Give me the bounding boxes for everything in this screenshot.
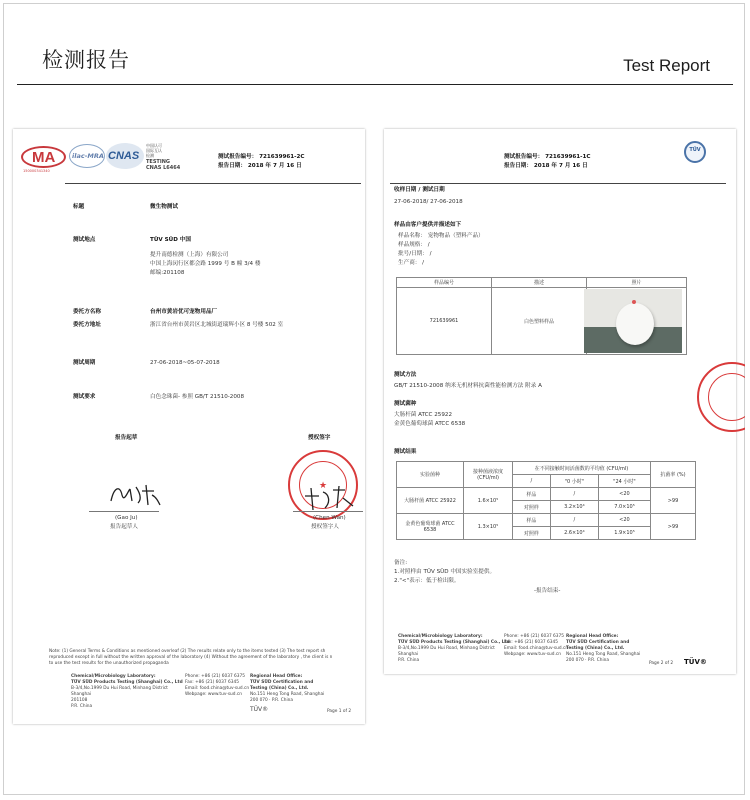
label-requirement: 测试要求 <box>73 394 96 400</box>
remark-line: 备注: <box>394 560 408 566</box>
footer-lab: TÜV SÜD Products Testing (Shanghai) Co., Ltd <box>398 640 510 645</box>
table-header: 样品编号 <box>397 278 492 288</box>
footer-office: Regional Head Office: <box>250 674 303 679</box>
footer-phone: Webpage: www.tuv-sud.cn <box>504 652 561 657</box>
sign-line <box>293 511 363 512</box>
table-cell: / <box>550 488 598 501</box>
table-cell: 1.6×10⁵ <box>464 488 513 514</box>
cma-number: 150000341340 <box>23 169 50 173</box>
table-cell: 对照样 <box>513 527 551 540</box>
table-cell: 样品 <box>513 514 551 527</box>
footer-lab: Chemical/Microbiology Laboratory: <box>71 674 156 679</box>
accred-line: TESTING <box>146 159 170 165</box>
sample-field: 样品名称： 宠物物品（塑料产品） <box>398 233 484 239</box>
table-cell: 大肠杆菌 ATCC 25922 <box>397 488 464 514</box>
sign-left-name: (Gao Ju) <box>115 515 138 521</box>
report-page-1 <box>13 129 365 724</box>
footer-office: Testing (China) Co., Ltd. <box>566 646 625 651</box>
accred-line: CNAS L6464 <box>146 165 181 171</box>
table-cell: >99 <box>651 488 696 514</box>
tuv-mark: TÜV® <box>250 706 269 713</box>
note-line: Note: (1) General Terms & Conditions as mentioned overleaf (2) The results relate only to the items tested (3) The test report sh <box>49 649 326 654</box>
footer-lab: B-3/4,No.1999 Du Hui Road, Minhang District <box>398 646 495 651</box>
accred-line: 中国认可 <box>146 143 162 148</box>
page-title-en: Test Report <box>623 56 710 75</box>
sign-left-title: 报告起草 <box>115 435 138 441</box>
lab-address-line: 中国上海闵行区都会路 1999 号 B 幢 3/4 楼 <box>150 261 261 267</box>
header-divider <box>17 84 733 85</box>
footer-office: TÜV SÜD Certification and <box>566 640 630 645</box>
report-number: 测试报告编号： 721639961-2C <box>218 154 305 160</box>
divider <box>65 183 361 184</box>
lab-address-line: 提升南德检测（上海）有限公司 <box>150 252 229 258</box>
footer-phone: Email: food.china@tuv-sud.cn <box>185 686 250 691</box>
lab-address-line: 邮编:201108 <box>150 270 185 276</box>
footer-phone: Fax: +86 (21) 6037 6345 <box>504 640 558 645</box>
label-client-addr: 委托方地址 <box>73 322 101 328</box>
sample-field: 生产商： / <box>398 260 425 266</box>
method-title: 测试方法 <box>394 372 417 378</box>
page-number: Page 1 of 2 <box>327 709 352 714</box>
table-header: 抗菌率 (%) <box>651 462 696 488</box>
report-page-2 <box>384 129 736 674</box>
footer-phone: Fax: +86 (21) 6037 6345 <box>185 680 239 685</box>
table-cell: <20 <box>598 514 650 527</box>
footer-phone: Phone: +86 (21) 6037 6375 <box>504 634 564 639</box>
footer-office: TÜV SÜD Certification and <box>250 680 314 685</box>
strain-title: 测试菌种 <box>394 401 417 407</box>
sample-title: 样品由客户提供并描述如下 <box>394 222 462 228</box>
table-cell: 7.0×10⁵ <box>598 501 650 514</box>
table-cell: / <box>550 514 598 527</box>
table-header: "0 小时" <box>550 475 598 488</box>
report-number: 测试报告编号： 721639961-1C <box>504 154 591 160</box>
report-date: 报告日期： 2018 年 7 月 16 日 <box>218 163 302 169</box>
strain-item: 金黄色葡萄球菌 ATCC 6538 <box>394 421 466 427</box>
footer-lab: Shanghai <box>71 692 92 697</box>
footer-phone: Phone: +86 (21) 6037 6375 <box>185 674 245 679</box>
client-address: 浙江省台州市黄岩区北城街道瑞辉小区 8 号楼 502 室 <box>150 322 284 328</box>
table-cell: 对照样 <box>513 501 551 514</box>
requirement-value: 白色念珠菌- 参照 GB/T 21510-2008 <box>150 394 245 400</box>
remark-line: 1.对照样由 TÜV SÜD 中国实验室提供。 <box>394 569 496 575</box>
footer-office: No.151 Heng Tong Road, Shanghai <box>250 692 325 697</box>
sign-right-name: (Chen Wan) <box>313 515 346 521</box>
official-seal-1: ★ <box>288 450 358 520</box>
footer-office: Testing (China) Co., Ltd. <box>250 686 309 691</box>
period-value: 27-06-2018~05-07-2018 <box>150 360 220 366</box>
sample-id: 721639961 <box>397 288 492 355</box>
table-cell: >99 <box>651 514 696 540</box>
table-cell: 1.3×10⁵ <box>464 514 513 540</box>
cnas-logo: CNAS <box>106 143 144 169</box>
footer-office: No.151 Heng Tong Road, Shanghai <box>566 652 641 657</box>
method-value: GB/T 21510-2008 纳米无机材料抗菌性能检测方法 附录 A <box>394 383 542 389</box>
footer-phone: Email: food.china@tuv-sud.cn <box>504 646 569 651</box>
client-name: 台州市黄岩优可宠物用品厂 <box>150 309 218 315</box>
table-header: 照片 <box>587 278 687 288</box>
label-title: 标题 <box>73 204 85 210</box>
tuv-mark: TÜV® <box>684 658 707 666</box>
label-client: 委托方名称 <box>73 309 101 315</box>
result-table <box>396 461 696 540</box>
signature-chen <box>303 484 358 514</box>
footer-office: 200 070 · P.R. China <box>566 658 609 663</box>
strain-item: 大肠杆菌 ATCC 25922 <box>394 412 453 418</box>
footer-lab: Shanghai <box>398 652 419 657</box>
table-cell: <20 <box>598 488 650 501</box>
table-header: 接种菌液浓度 (CFU/ml) <box>464 462 513 488</box>
sign-right-title: 授权签字 <box>308 435 331 441</box>
ilac-logo: ilac-MRA <box>69 144 105 168</box>
sign-line <box>89 511 159 512</box>
table-cell: 金黄色葡萄球菌 ATCC 6538 <box>397 514 464 540</box>
sample-field: 批号/日期： / <box>398 251 432 257</box>
sample-photo <box>584 289 682 353</box>
cma-logo: MA <box>21 146 66 168</box>
label-location: 测试地点 <box>73 237 96 243</box>
table-cell: 3.2×10⁴ <box>550 501 598 514</box>
sample-desc: 白色塑料样品 <box>492 288 587 355</box>
table-cell: 样品 <box>513 488 551 501</box>
table-header: 实验菌种 <box>397 462 464 488</box>
table-header: "24 小时" <box>598 475 650 488</box>
table-cell: 2.6×10⁴ <box>550 527 598 540</box>
accred-line: 检测 <box>146 153 154 158</box>
footer-lab: Chemical/Microbiology Laboratory: <box>398 634 483 639</box>
footer-lab: TÜV SÜD Products Testing (Shanghai) Co., Ltd <box>71 680 183 685</box>
sign-right-role: 授权签字人 <box>311 524 339 530</box>
remark-line: 2."<"表示：低于检出限。 <box>394 578 460 584</box>
accred-line: 国际互认 <box>146 148 162 153</box>
sign-left-role: 报告起草人 <box>110 524 138 530</box>
signature-gao <box>108 479 163 509</box>
footer-office: 200 070 · P.R. China <box>250 698 293 703</box>
page-number: Page 2 of 2 <box>649 661 674 666</box>
footer-lab: P.R. China <box>398 658 420 663</box>
label-period: 测试周期 <box>73 360 96 366</box>
sample-field: 样品规格： / <box>398 242 430 248</box>
lab-name: TÜV SÜD 中国 <box>150 237 191 243</box>
recv-value: 27-06-2018/ 27-06-2018 <box>394 199 463 205</box>
footer-lab: P.R. China <box>71 704 93 709</box>
result-title: 测试结果 <box>394 449 417 455</box>
title-value: 微生物测试 <box>150 204 178 210</box>
table-header: 描述 <box>492 278 587 288</box>
note-line: to use the test results for the unauthorized propaganda <box>49 661 169 666</box>
footer-lab: 201108 <box>71 698 88 703</box>
tuv-sud-logo: TÜV <box>684 141 706 163</box>
divider <box>390 183 726 184</box>
table-header: 在不同接触时间活菌数的平均值 (CFU/ml) <box>513 462 651 475</box>
footer-phone: Webpage: www.tuv-sud.cn <box>185 692 242 697</box>
page-title-cn: 检测报告 <box>42 48 130 72</box>
note-line: reproduced except in full without the written approval of the laboratory (4) Without the agreement of the laboratory , the client is n <box>49 655 333 660</box>
table-header: / <box>513 475 551 488</box>
report-date: 报告日期： 2018 年 7 月 16 日 <box>504 163 588 169</box>
footer-office: Regional Head Office: <box>566 634 619 639</box>
recv-label: 收样日期 / 测试日期 <box>394 187 445 193</box>
report-end: -报告结束- <box>534 588 561 594</box>
footer-lab: B-3/4,No.1999 Du Hui Road, Minhang District <box>71 686 168 691</box>
table-cell: 1.9×10⁵ <box>598 527 650 540</box>
